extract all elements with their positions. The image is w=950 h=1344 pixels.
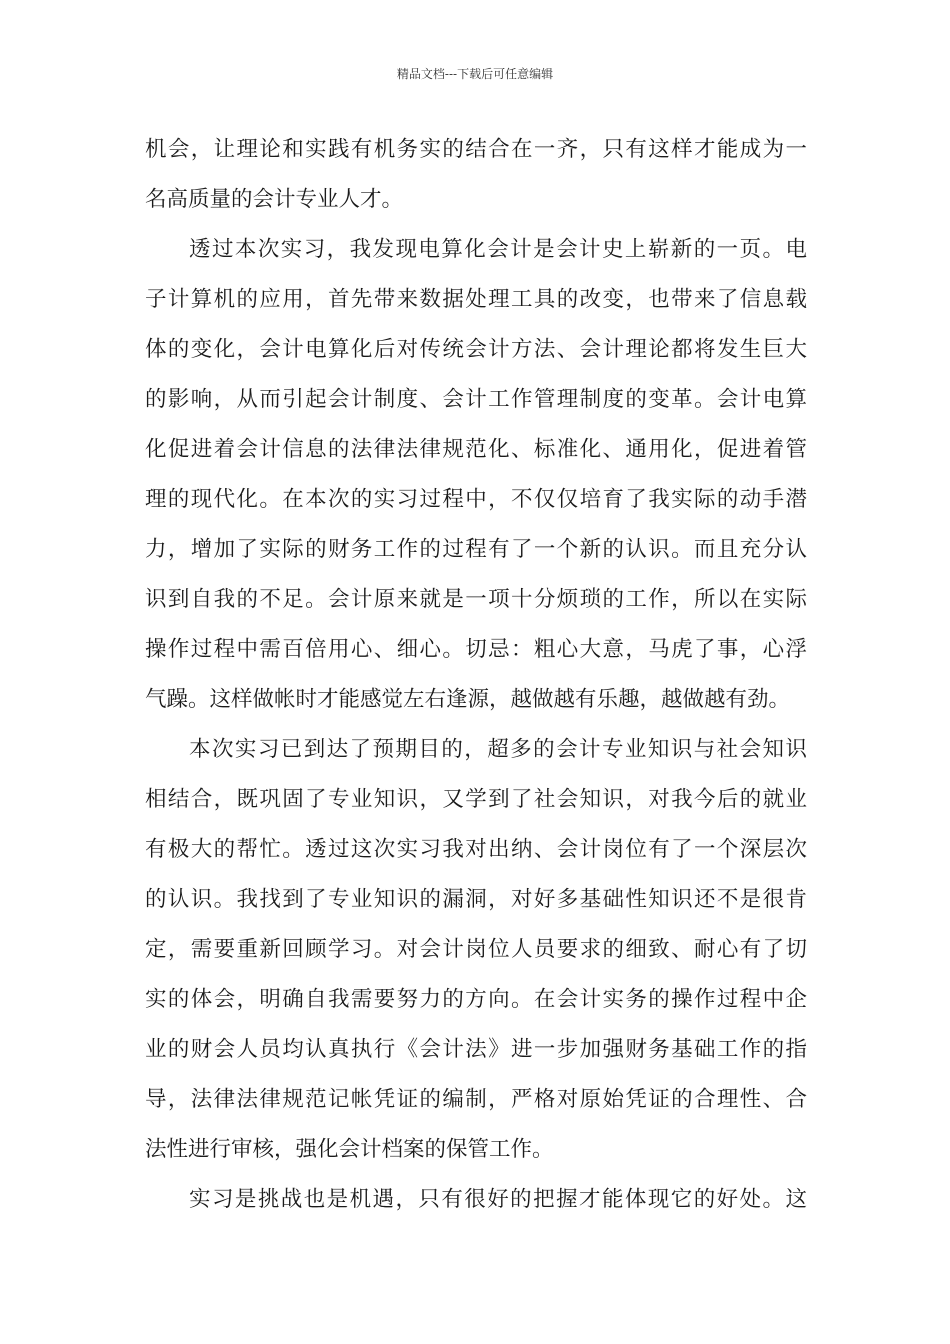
text-line: 力，增加了实际的财务工作的过程有了一个新的认识。而且充分认 (145, 537, 807, 562)
text-line: 透过本次实习，我发现电算化会计是会计史上崭新的一页。电 (189, 237, 807, 262)
body-text (145, 125, 807, 1225)
text-line: 子计算机的应用，首先带来数据处理工具的改变，也带来了信息载 (145, 287, 807, 312)
text-line: 法性进行审核，强化会计档案的保管工作。 (145, 1137, 554, 1162)
text-line: 气躁。这样做帐时才能感觉左右逢源，越做越有乐趣，越做越有劲。 (145, 687, 791, 712)
text-line: 定，需要重新回顾学习。对会计岗位人员要求的细致、耐心有了切 (145, 937, 807, 962)
page-header: 精品文档---下载后可任意编辑 (396, 67, 554, 81)
text-line: 体的变化，会计电算化后对传统会计方法、会计理论都将发生巨大 (145, 337, 807, 362)
text-line: 理的现代化。在本次的实习过程中，不仅仅培育了我实际的动手潜 (145, 487, 807, 512)
text-line: 导，法律法律规范记帐凭证的编制，严格对原始凭证的合理性、合 (145, 1087, 807, 1112)
text-line: 业的财会人员均认真执行《会计法》进一步加强财务基础工作的指 (145, 1037, 807, 1062)
text-line: 实的体会，明确自我需要努力的方向。在会计实务的操作过程中企 (145, 987, 807, 1012)
text-line: 相结合，既巩固了专业知识，又学到了社会知识，对我今后的就业 (145, 787, 807, 812)
text-line: 化促进着会计信息的法律法律规范化、标准化、通用化，促进着管 (145, 437, 807, 462)
text-line: 的认识。我找到了专业知识的漏洞，对好多基础性知识还不是很肯 (145, 887, 807, 912)
text-line: 机会，让理论和实践有机务实的结合在一齐，只有这样才能成为一 (145, 137, 807, 162)
text-line: 本次实习已到达了预期目的，超多的会计专业知识与社会知识 (189, 737, 807, 762)
text-line: 有极大的帮忙。透过这次实习我对出纳、会计岗位有了一个深层次 (145, 837, 807, 862)
text-line: 名高质量的会计专业人才。 (145, 187, 404, 212)
text-line: 操作过程中需百倍用心、细心。切忌：粗心大意，马虎了事，心浮 (145, 637, 807, 662)
text-line: 的影响，从而引起会计制度、会计工作管理制度的变革。会计电算 (145, 387, 807, 412)
text-line: 实习是挑战也是机遇，只有很好的把握才能体现它的好处。这 (189, 1187, 807, 1212)
text-line: 识到自我的不足。会计原来就是一项十分烦琐的工作，所以在实际 (145, 587, 807, 612)
